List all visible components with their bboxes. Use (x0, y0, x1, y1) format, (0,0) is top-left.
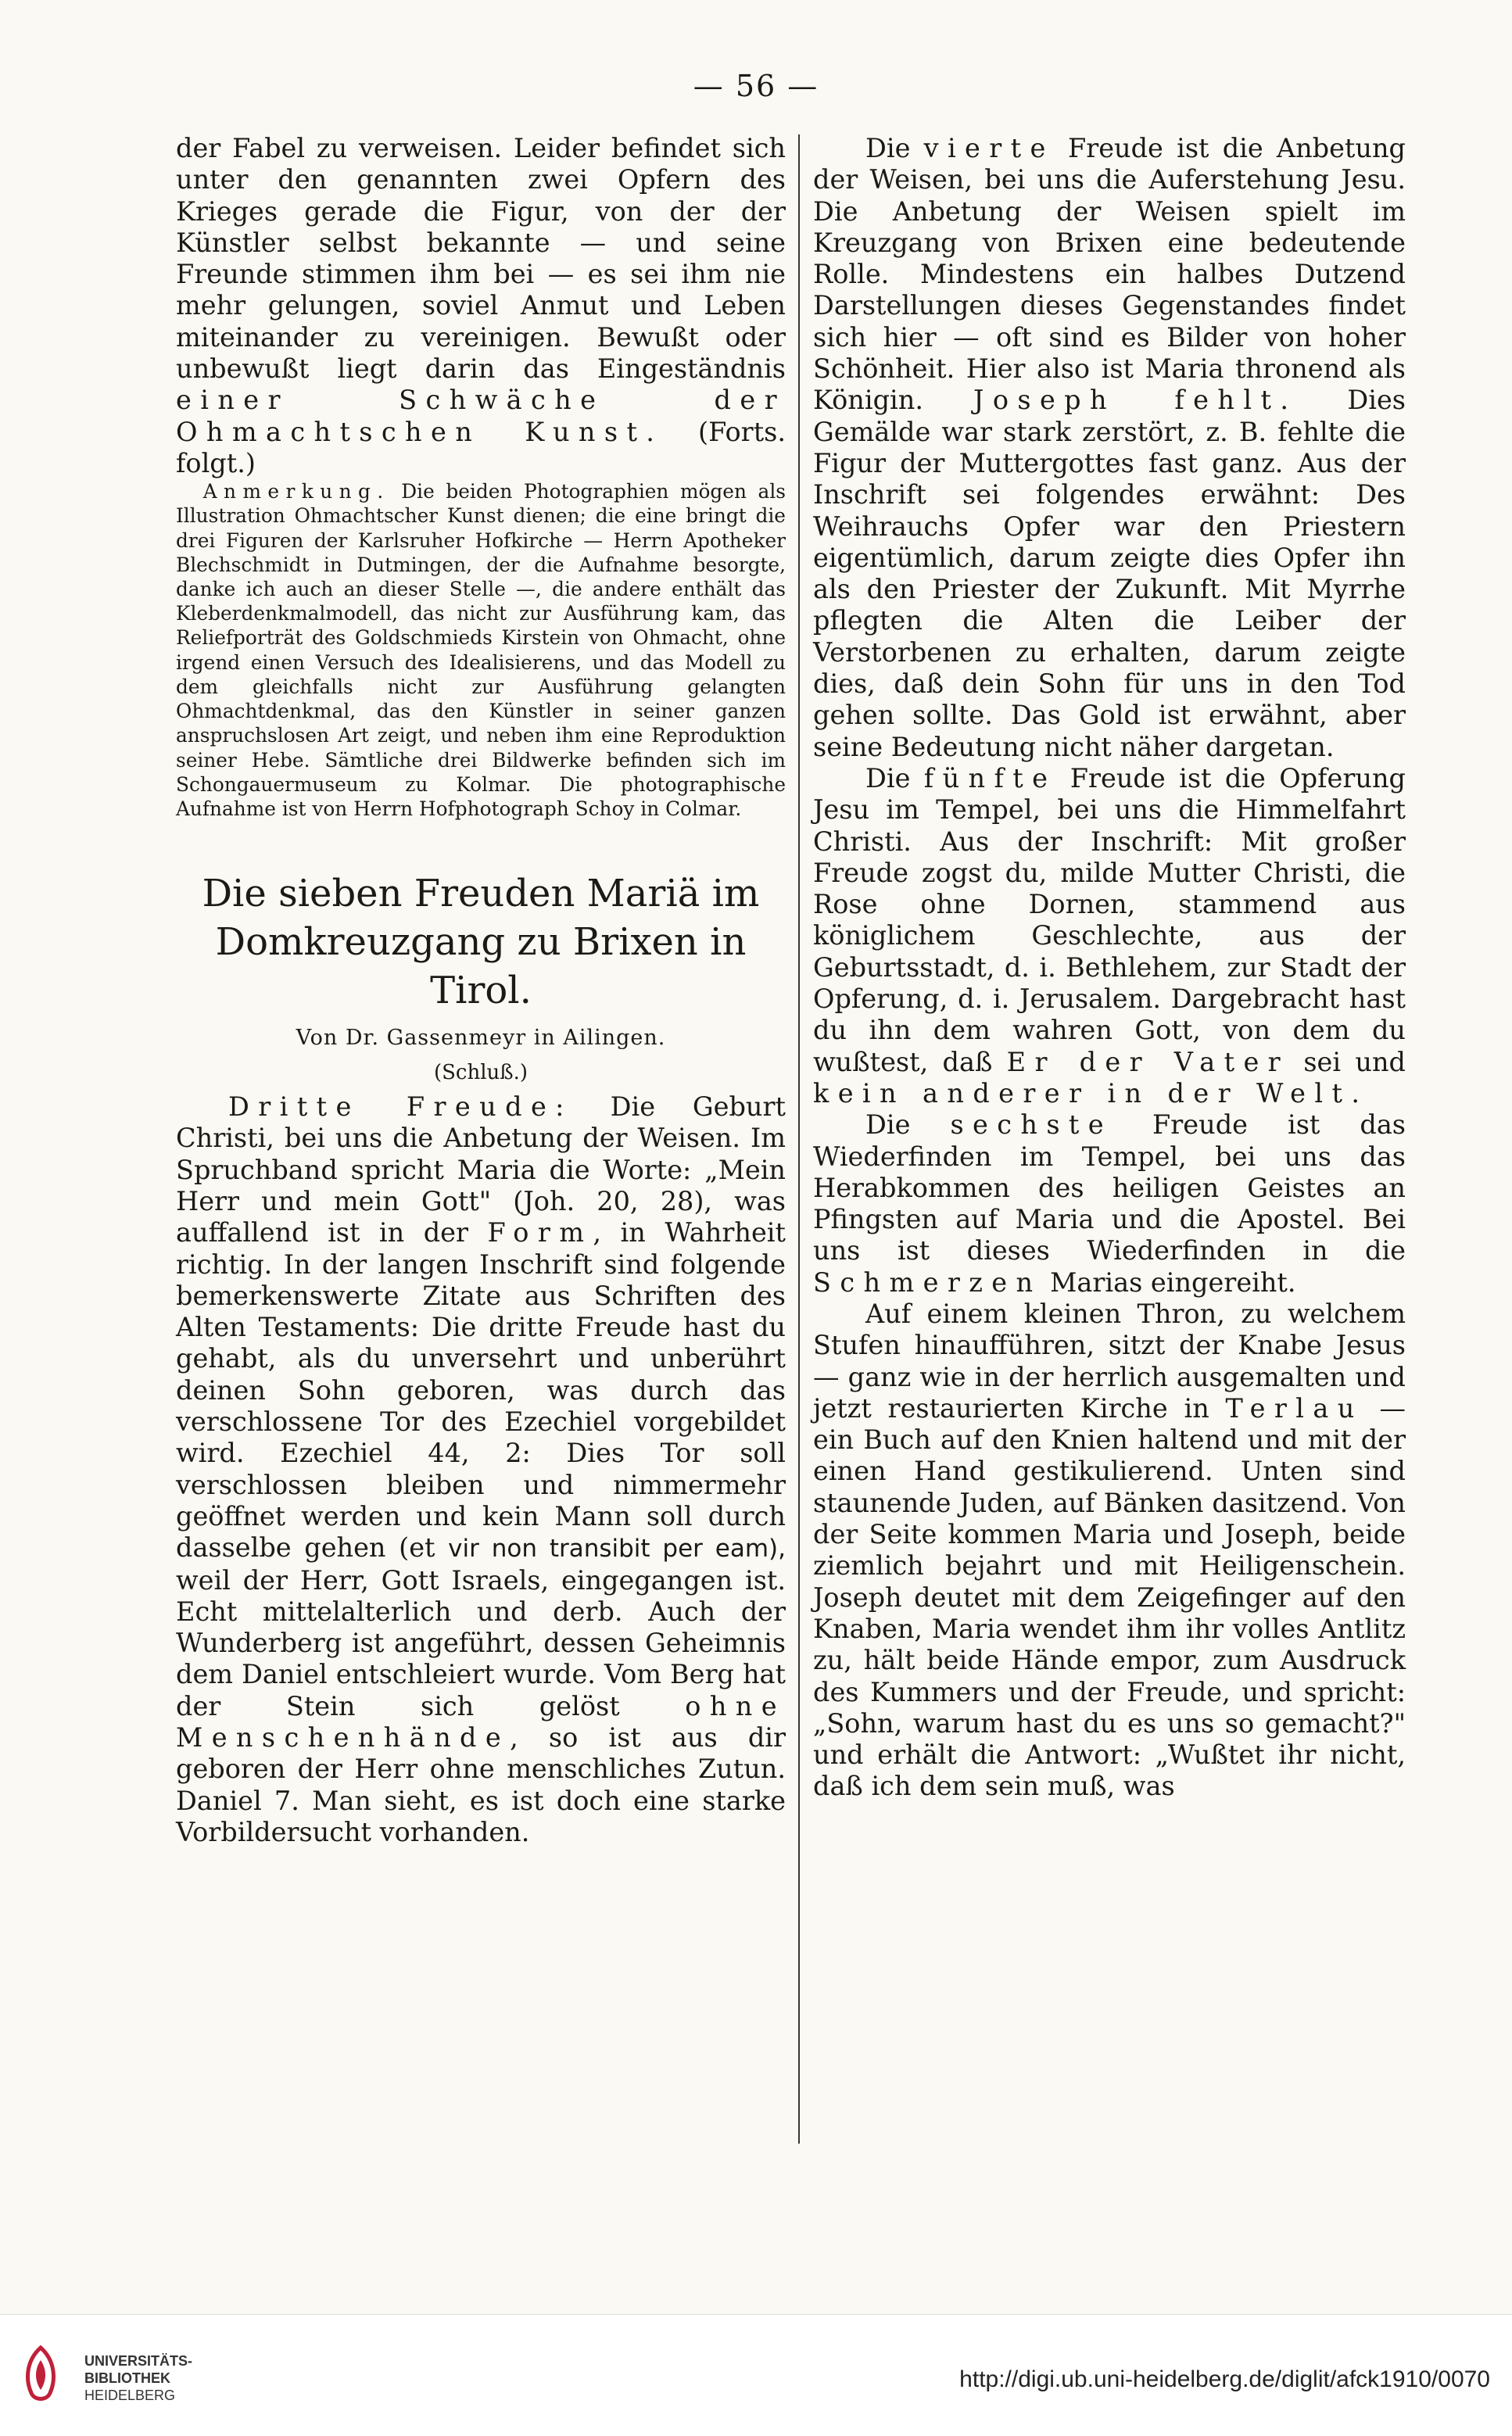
text-run: (Forts. folgt.) (176, 416, 786, 478)
page-number: — 56 — (693, 69, 819, 103)
paragraph-sechste-freude (813, 1109, 1406, 1299)
text-run: Freude ist die Opferung Jesu im Tempel, bei uns die Himmelfahrt Christi. Aus der Inschrift: Mit großer Freude zogst du, milde Mutter Christi, die Rose ohne Dornen, stammend aus königlichem Geschlechte, aus der Geburtsstadt, d. i. Bethlehem, zur Stadt der Opferung, d. i. Jerusalem. Dargebracht hast du ihn dem wahren Gott, von dem du wußtest, daß (813, 762, 1406, 1077)
latin-quote: vir non transibit per eam), (448, 1535, 786, 1564)
text-run: , so ist aus dir geboren der Herr ohne menschliches Zutun. Daniel 7. Man sieht, es ist doch eine starke Vorbildersucht vorhanden. (176, 1722, 786, 1847)
library-name-line: HEIDELBERG (84, 2388, 176, 2403)
text-run: Die (865, 1109, 951, 1141)
spaced-text: fünfte (923, 762, 1057, 793)
text-run: Marias eingereiht. (1041, 1266, 1296, 1298)
heading-line: Die sieben Freuden Mariä im (202, 872, 760, 916)
spaced-text: kein anderer in der Welt. (813, 1077, 1369, 1109)
paragraph-fabel (176, 133, 786, 479)
footnote-text: Die beiden Photographien mögen als Illustration Ohmachtscher Kunst dienen; die eine bringt die drei Figuren der Karlsruher Hofkirche — Herrn Apotheker Blechschmidt in Dutmingen, der die Aufnahme besorgte, danke ich auch an dieser Stelle —, die andere enthält das Kleberdenkmalmodell, das nicht zur Ausführung kam, das Reliefporträt des Goldschmieds Kirstein von Ohmacht, ohne irgend einen Versuch des Idealisierens, und das Modell zu dem gleichfalls nicht zur Ausführung gelangten Ohmachtdenkmal, das den Künstler in seiner ganzen anspruchslosen Art zeigt, und neben ihm eine Reproduktion seiner Hebe. Sämtliche drei Bildwerke befinden sich im Schongauermuseum zu Kolmar. Die photographische Aufnahme ist von Herrn Hofphotograph Schoy in Colmar. (176, 480, 786, 820)
text-run: Die Geburt Christi, bei uns die Anbetung der Weisen. Im Spruchband spricht Maria die Worte: „Mein Herr und mein Gott" (Joh. 20, 28), was auffallend ist in der (176, 1091, 786, 1248)
text-run: Die (865, 762, 924, 793)
right-column (813, 133, 1406, 1803)
text-run: Die (865, 133, 924, 163)
library-name (84, 2352, 192, 2404)
paragraph-vierte-freude (813, 133, 1406, 763)
paragraph-fuenfte-freude (813, 763, 1406, 1109)
spaced-text: vierte (923, 133, 1055, 163)
library-footer (0, 2314, 1512, 2436)
text-run: Freude ist das Wiederfinden im Tempel, bei uns das Herabkommen des heiligen Geistes an Pfingsten auf Maria und die Apostel. Bei uns ist dieses Wiederfinden in die (813, 1109, 1406, 1266)
text-run: Dies Gemälde war stark zerstört, z. B. fehlte die Figur der Muttergottes fast ganz. Aus der Inschrift sei folgendes erwähnt: Des Weihrauchs Opfer war den Priestern eigentümlich, darum zeigte dies Opfer ihn als den Priester der Zukunft. Mit Myrrhe pflegten die Alten die Leiber der Verstorbenen zu erhalten, darum zeigte dies, daß dein Sohn für uns in den Tod gehen sollte. Das Gold ist erwähnt, aber seine Bedeutung nicht näher dargetan. (813, 385, 1406, 762)
paragraph-thron (813, 1299, 1406, 1803)
spaced-text: sechste (950, 1109, 1113, 1141)
author-line: Von Dr. Gassenmeyr in Ailingen. (296, 1026, 666, 1051)
spaced-text: Er der Vater (1006, 1046, 1290, 1077)
text-run: weil der Herr, Gott Israels, eingegangen ist. Echt mittelalterlich und derb. Auch der Wunderberg ist angeführt, dessen Geheimnis dem Daniel entschleiert wurde. Vom Berg hat der Stein sich gelöst (176, 1564, 786, 1721)
conclusion-note: (Schluß.) (433, 1061, 528, 1085)
text-run: sei und (1289, 1046, 1406, 1077)
spaced-text: Form (487, 1217, 593, 1248)
spaced-text: einer Schwäche der Ohmachtschen Kunst. (176, 385, 786, 447)
university-seal-icon (17, 2345, 64, 2407)
library-name-line: UNIVERSITÄTS- (84, 2353, 193, 2369)
spaced-text: Schmerzen (813, 1266, 1042, 1298)
permalink-url[interactable]: http://digi.ub.uni-heidelberg.de/diglit/afck1910/0070 (959, 2366, 1490, 2392)
text-run: der Fabel zu verweisen. Leider befindet sich unter den genannten zwei Opfern des Krieges gerade die Figur, von der der Künstler selbst bekannte — und seine Freunde stimmen ihm bei — es sei ihm nie mehr gelungen, soviel Anmut und Leben miteinander zu vereinigen. Bewußt oder unbewußt liegt darin das Eingeständnis (176, 133, 786, 385)
spaced-text: Dritte Freude: (228, 1091, 573, 1123)
footnote-anmerkung (176, 479, 786, 821)
paragraph-dritte-freude (176, 1091, 786, 1848)
spaced-text: Joseph fehlt. (973, 385, 1298, 416)
spaced-text: Terlau (1225, 1392, 1363, 1424)
spaced-text: ohne Menschenhände (176, 1690, 786, 1754)
text-run: , in Wahrheit richtig. In der langen Inschrift sind folgende bemerkenswerte Zitate aus Schriften des Alten Testaments: Die dritte Freude hast du gehabt, als du unversehrt und unberührt deinen Sohn geboren, was durch das verschlossene Tor des Ezechiel vorgebildet wird. Ezechiel 44, 2: Dies Tor soll verschlossen bleiben und nimmermehr geöffnet werden und kein Mann soll durch dasselbe gehen (et (176, 1217, 786, 1564)
article-heading (176, 869, 786, 1015)
left-column (176, 133, 786, 1848)
library-name-line: BIBLIOTHEK (84, 2370, 170, 2386)
column-divider (798, 134, 800, 2144)
text-run: — ein Buch auf den Knien haltend und mit der einen Hand gestikulierend. Unten sind staunende Juden, auf Bänken dasitzend. Von der Seite kommen Maria und Joseph, beide ziemlich bejahrt und mit Heiligenschein. Joseph deutet mit dem Zeigefinger auf den Knaben, Maria wendet ihm ihr volles Antlitz zu, hält beide Hände empor, zum Ausdruck des Kummers und der Freude, und spricht: „Sohn, warum hast du es uns so gemacht?" und erhält die Antwort: „Wußtet ihr nicht, daß ich dem sein muß, was (813, 1392, 1406, 1802)
text-run: Auf einem kleinen Thron, zu welchem Stufen hinaufführen, sitzt der Knabe Jesus — ganz wie in der herrlich ausgemalten und jetzt restaurierten Kirche in (813, 1298, 1406, 1424)
footnote-label: Anmerkung. (202, 480, 390, 503)
text-run: Freude ist die Anbetung der Weisen, bei uns die Auferstehung Jesu. Die Anbetung der Weisen spielt im Kreuzgang von Brixen eine bedeutende Rolle. Mindestens ein halbes Dutzend Darstellungen dieses Gegenstandes findet sich hier — oft sind es Bilder von hoher Schönheit. Hier also ist Maria thronend als Königin. (813, 133, 1406, 416)
heading-line: Domkreuzgang zu Brixen in Tirol. (215, 920, 747, 1013)
